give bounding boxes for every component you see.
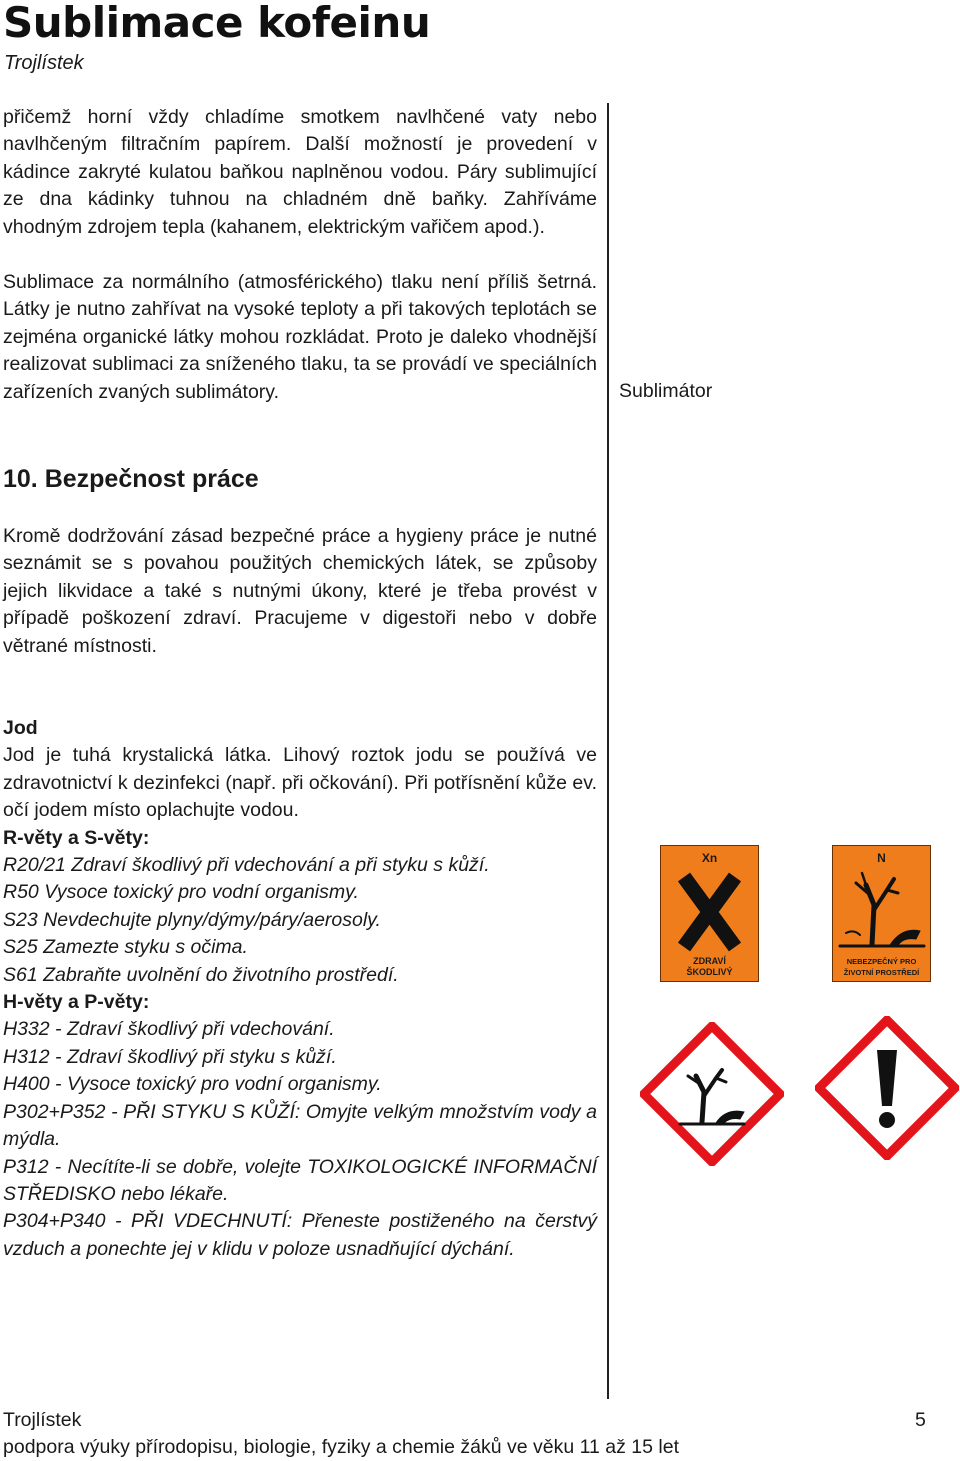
intro-paragraph-1: přičemž horní vždy chladíme smotkem navlhčené vaty nebo navlhčeným filtračním papírem. Další možností je provedení v kádince zakryté kulatou baňkou naplněnou vodou. Páry sublimující ze dna kádinky tuhnou na chladném dně baňky. Zahříváme vhodným zdrojem tepla (kahanem, elektrickým vařičem apod.).	[3, 106, 597, 238]
n-code: N	[877, 851, 886, 865]
iodine-description: Jod je tuhá krystalická látka. Lihový roztok jodu se používá ve zdravotnictví k dezinfekci (např. při očkování). Při potřísnění kůže ev. očí jodem místo oplachujte vodou.	[3, 744, 597, 822]
rs-item: R20/21 Zdraví škodlivý při vdechování a při styku s kůží.	[3, 854, 490, 877]
column-divider	[607, 103, 609, 1399]
rs-item: S23 Nevdechujte plyny/dýmy/páry/aerosoly.	[3, 908, 381, 931]
rs-item: S25 Zamezte styku s očima.	[3, 936, 248, 959]
hp-item: H332 - Zdraví škodlivý při vdechování.	[3, 1018, 335, 1041]
intro-paragraph-2: Sublimace za normálního (atmosférického) tlaku není příliš šetrná. Látky je nutno zahřívat na vysoké teploty a při takových teplotách se zejména organické látky mohou rozkládat. Proto je daleko vhodnější realizovat sublimaci za sníženého tlaku, ta se provádí ve speciálních zařízeních zvaných sublimátory.	[3, 271, 597, 403]
figure-caption: Sublimátor	[619, 380, 713, 402]
rs-heading: R-věty a S-věty:	[3, 826, 150, 849]
safety-paragraph: Kromě dodržování zásad bezpečné práce a hygieny práce je nutné seznámit se s povahou použitých chemických látek, se způsoby jejich likvidace a také s nutnými úkony, které je třeba provést v případě poškození zdraví. Pracujeme v digestoři nebo v dobře větrané místnosti.	[3, 525, 597, 657]
hp-item: H400 - Vysoce toxický pro vodní organismy.	[3, 1073, 382, 1096]
ghs07-pictogram	[815, 1016, 959, 1160]
iodine-section	[3, 715, 597, 1263]
n-label-2: ŽIVOTNÍ PROSTŘEDÍ	[843, 968, 920, 977]
footer-brand: Trojlístek	[3, 1409, 82, 1431]
page-subtitle: Trojlístek	[4, 52, 84, 74]
footer-description: podpora výuky přírodopisu, biologie, fyziky a chemie žáků ve věku 11 až 15 let	[3, 1436, 680, 1458]
rs-item: S61 Zabraňte uvolnění do životního prostředí.	[3, 963, 399, 986]
hp-item: P302+P352 - PŘI STYKU S KŮŽÍ: Omyjte velkým množstvím vody a mýdla.	[3, 1100, 597, 1151]
xn-label-1: ZDRAVÍ	[693, 956, 726, 966]
hp-item: H312 - Zdraví škodlivý při styku s kůží.	[3, 1045, 337, 1068]
hp-heading: H-věty a P-věty:	[3, 991, 150, 1014]
section-heading: 10. Bezpečnost práce	[3, 465, 259, 493]
n-pictogram	[832, 845, 931, 982]
page-number: 5	[915, 1409, 926, 1431]
xn-code: Xn	[701, 851, 718, 865]
page-title: Sublimace kofeinu	[3, 0, 431, 47]
iodine-heading: Jod	[3, 717, 38, 739]
xn-pictogram	[660, 845, 759, 982]
hp-item: P304+P340 - PŘI VDECHNUTÍ: Přeneste postiženého na čerstvý vzduch a ponechte jej v klidu v poloze usnadňující dýchání.	[3, 1210, 597, 1260]
n-label-1: NEBEZPEČNÝ PRO	[846, 957, 917, 966]
xn-label-2: ŠKODLIVÝ	[686, 967, 733, 977]
rs-item: R50 Vysoce toxický pro vodní organismy.	[3, 881, 359, 904]
ghs09-pictogram	[640, 1022, 784, 1166]
hp-item: P312 - Necítíte-li se dobře, volejte TOXIKOLOGICKÉ INFORMAČNÍ STŘEDISKO nebo lékaře.	[3, 1155, 597, 1205]
